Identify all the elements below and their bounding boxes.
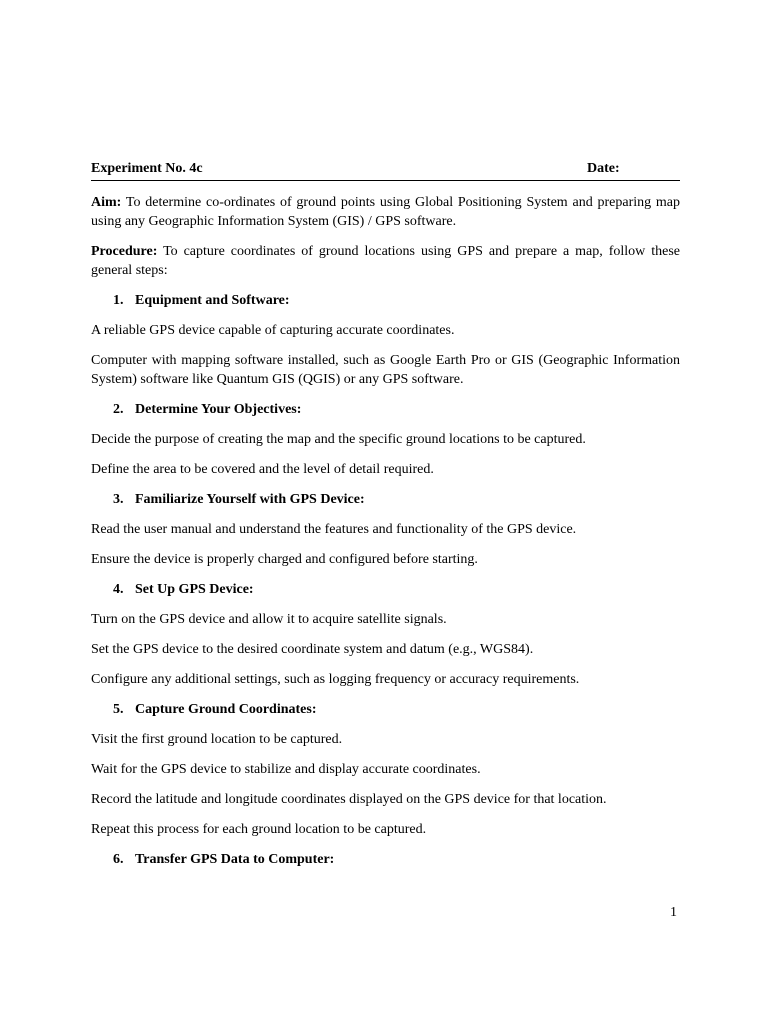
step-title: Set Up GPS Device: <box>135 582 254 597</box>
step-paragraph: Computer with mapping software installed, such as Google Earth Pro or GIS (Geographic Information System) software like Quantum GIS (QGIS) or any GPS software. <box>91 353 680 387</box>
step-title: Transfer GPS Data to Computer: <box>135 852 335 867</box>
step-paragraph: Record the latitude and longitude coordinates displayed on the GPS device for that location. <box>91 792 607 807</box>
step-heading-1 <box>113 291 680 310</box>
experiment-number: Experiment No. 4c <box>91 161 203 176</box>
step-number: 6. <box>113 852 124 867</box>
step-number: 4. <box>113 582 124 597</box>
step-paragraph: Repeat this process for each ground location to be captured. <box>91 822 427 837</box>
step-heading-6 <box>113 850 680 869</box>
step-number: 5. <box>113 702 124 717</box>
step-paragraph: Wait for the GPS device to stabilize and display accurate coordinates. <box>91 762 481 777</box>
step-paragraph: Visit the first ground location to be captured. <box>91 732 343 747</box>
step-heading-4 <box>113 580 680 599</box>
aim-paragraph <box>91 193 680 231</box>
step-number: 1. <box>113 293 124 308</box>
step-title: Familiarize Yourself with GPS Device: <box>135 492 365 507</box>
aim-label: Aim: <box>91 195 122 210</box>
procedure-paragraph <box>91 242 680 280</box>
step-title: Determine Your Objectives: <box>135 402 302 417</box>
step-paragraph: A reliable GPS device capable of capturing accurate coordinates. <box>91 323 455 338</box>
step-title: Capture Ground Coordinates: <box>135 702 317 717</box>
step-paragraph: Configure any additional settings, such as logging frequency or accuracy requirements. <box>91 672 580 687</box>
step-heading-3 <box>113 490 680 509</box>
procedure-label: Procedure: <box>91 244 158 259</box>
step-paragraph: Set the GPS device to the desired coordinate system and datum (e.g., WGS84). <box>91 642 534 657</box>
experiment-header <box>91 159 680 181</box>
aim-text: To determine co-ordinates of ground points using Global Positioning System and preparing map using any Geographic Information System (GIS) / GPS software. <box>91 195 681 229</box>
step-paragraph: Turn on the GPS device and allow it to acquire satellite signals. <box>91 612 447 627</box>
step-paragraph: Read the user manual and understand the features and functionality of the GPS device. <box>91 522 577 537</box>
step-paragraph: Decide the purpose of creating the map and the specific ground locations to be captured. <box>91 432 586 447</box>
step-heading-2 <box>113 400 680 419</box>
step-paragraph: Define the area to be covered and the level of detail required. <box>91 462 434 477</box>
step-number: 2. <box>113 402 124 417</box>
step-number: 3. <box>113 492 124 507</box>
step-title: Equipment and Software: <box>135 293 290 308</box>
step-heading-5 <box>113 700 680 719</box>
date-label: Date: <box>587 161 620 176</box>
procedure-text: To capture coordinates of ground locations using GPS and prepare a map, follow these general steps: <box>91 244 680 278</box>
document-body <box>91 159 680 880</box>
step-paragraph: Ensure the device is properly charged and configured before starting. <box>91 552 478 567</box>
page-number: 1 <box>670 905 677 920</box>
